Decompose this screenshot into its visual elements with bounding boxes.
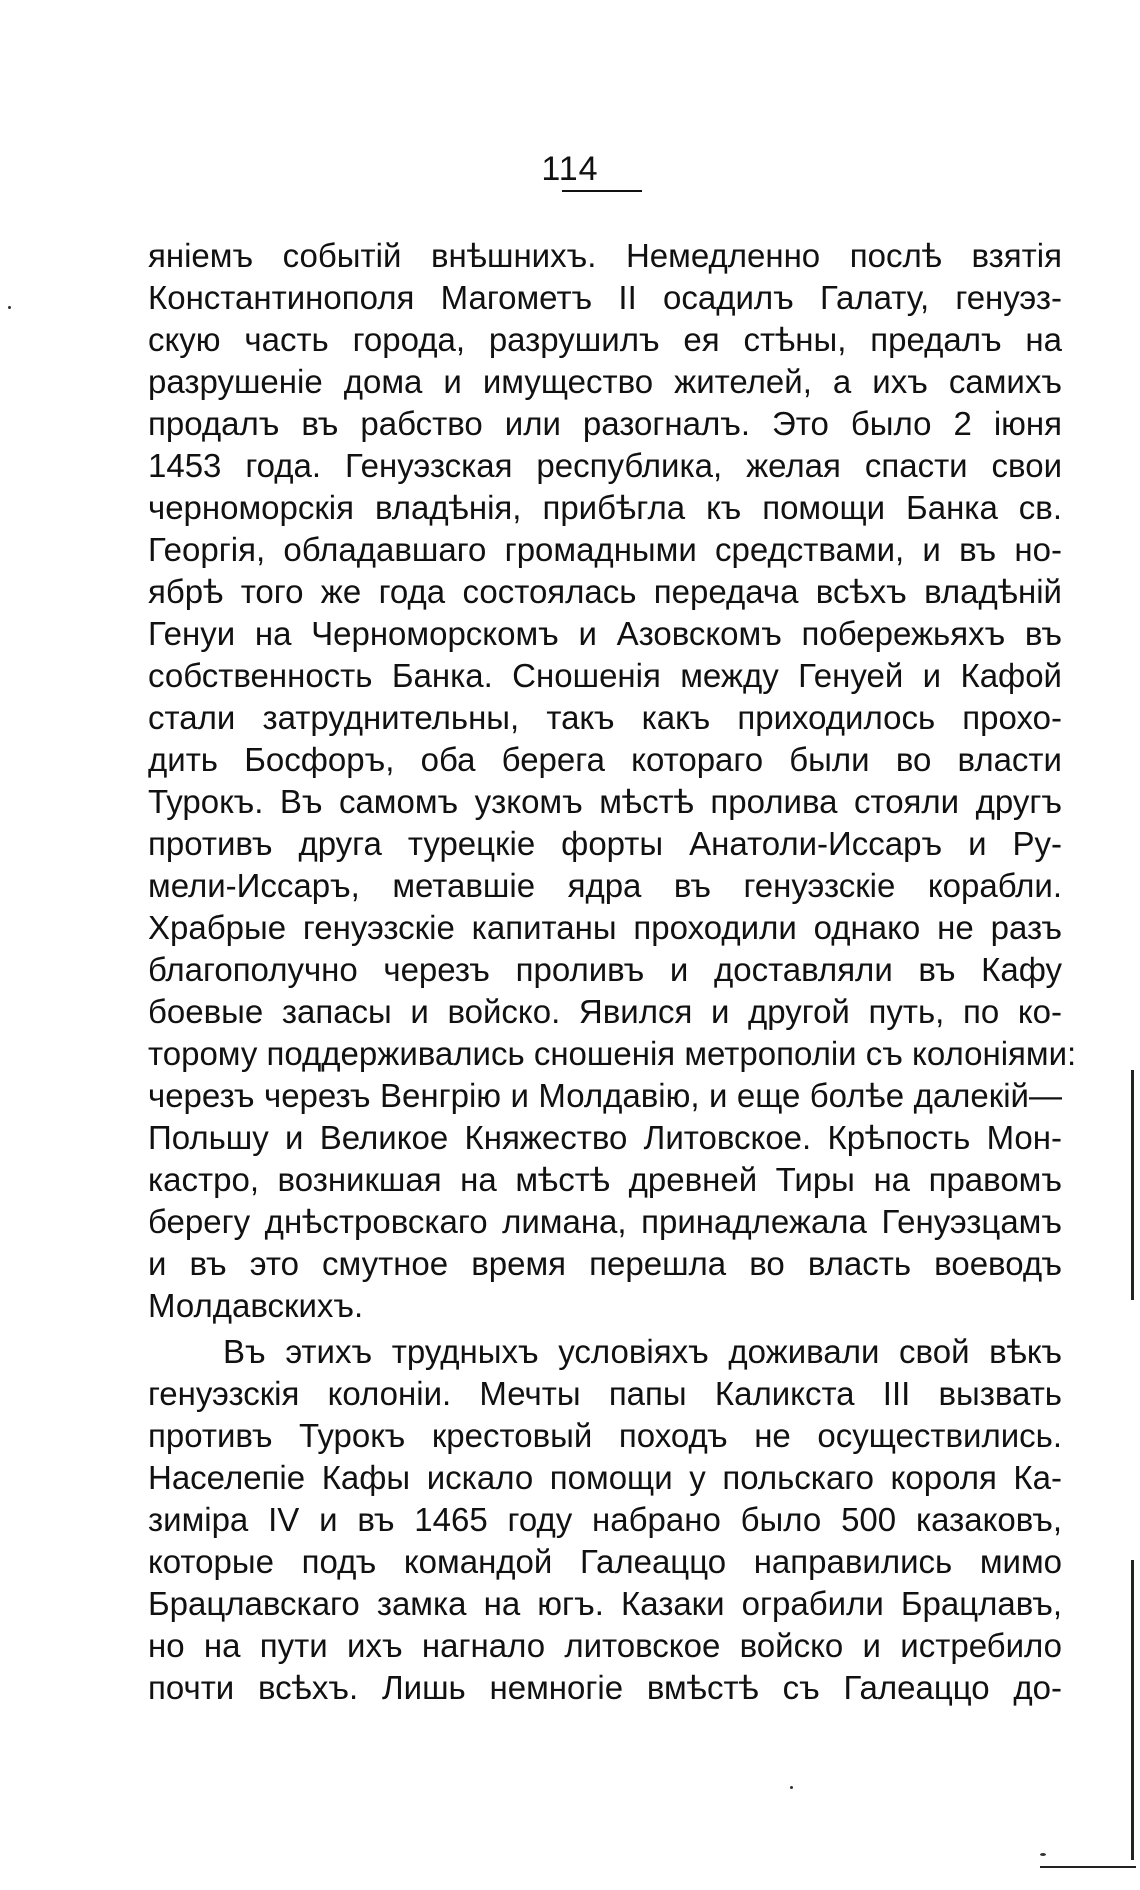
text-line: кастро, возникшая на мѣстѣ древней Тиры на правомъ <box>148 1161 1062 1198</box>
text-line: зиміра IV и въ 1465 году набрано было 500 казаковъ, <box>148 1501 1062 1538</box>
text-line: Польшу и Великое Княжество Литовское. Крѣпость Мон- <box>148 1119 1062 1156</box>
scan-dust-mark <box>1040 1853 1046 1856</box>
text-line: скую часть города, разрушилъ ея стѣны, предалъ на <box>148 321 1062 358</box>
scan-dust-mark <box>8 306 11 309</box>
text-line: Генуи на Черноморскомъ и Азовскомъ побережьяхъ въ <box>148 615 1062 652</box>
text-line: Храбрые генуэзскіе капитаны проходили однако не разъ <box>148 909 1062 946</box>
text-line: стали затруднительны, такъ какъ приходилось прохо- <box>148 699 1062 736</box>
text-line: разрушеніе дома и имущество жителей, а ихъ самихъ <box>148 363 1062 400</box>
text-line: Константинополя Магометъ II осадилъ Галату, генуэз- <box>148 279 1062 316</box>
text-line: которые подъ командой Галеаццо направились мимо <box>148 1543 1062 1580</box>
scan-bottom-mark <box>1040 1866 1136 1868</box>
text-line: черноморскія владѣнія, прибѣгла къ помощи Банка св. <box>148 489 1062 526</box>
text-line: но на пути ихъ нагнало литовское войско и истребило <box>148 1627 1062 1664</box>
text-line: 1453 года. Генуэзская республика, желая спасти свои <box>148 447 1062 484</box>
text-line: берегу днѣстровскаго лимана, принадлежала Генуэзцамъ <box>148 1203 1062 1240</box>
text-line: собственность Банка. Сношенія между Генуей и Кафой <box>148 657 1062 694</box>
paragraph-2 <box>148 1331 1062 1709</box>
text-line: яніемъ событій внѣшнихъ. Немедленно послѣ взятія <box>148 237 1062 274</box>
text-line: Въ этихъ трудныхъ условіяхъ доживали свой вѣкъ <box>223 1333 1062 1370</box>
text-line: благополучно черезъ проливъ и доставляли въ Кафу <box>148 951 1062 988</box>
text-line: Турокъ. Въ самомъ узкомъ мѣстѣ пролива стояли другъ <box>148 783 1062 820</box>
text-line: и въ это смутное время перешла во власть воеводъ <box>148 1245 1062 1282</box>
scan-edge-mark <box>1131 1560 1134 1860</box>
text-line: противъ Турокъ крестовый походъ не осуществились. <box>148 1417 1062 1454</box>
text-line: Населепіе Кафы искало помощи у польскаго короля Ка- <box>148 1459 1062 1496</box>
paragraph-1 <box>148 235 1077 1327</box>
text-line: черезъ черезъ Венгрію и Молдавію, и еще болѣе далекій— <box>148 1077 1062 1114</box>
text-line: дить Босфоръ, оба берега котораго были во власти <box>148 741 1062 778</box>
text-line: почти всѣхъ. Лишь немногіе вмѣстѣ съ Галеаццо до- <box>148 1669 1062 1706</box>
text-line: боевые запасы и войско. Явился и другой путь, по ко- <box>148 993 1062 1030</box>
text-line: Георгія, обладавшаго громадными средствами, и въ но- <box>148 531 1062 568</box>
page-number: 114 <box>541 150 599 188</box>
text-line: противъ друга турецкіе форты Анатоли-Иссаръ и Ру- <box>148 825 1062 862</box>
scan-dust-mark <box>790 1786 793 1789</box>
text-line: Брацлавскаго замка на югъ. Казаки ограбили Брацлавъ, <box>148 1585 1062 1622</box>
scan-edge-mark <box>1131 1070 1134 1300</box>
text-line: продалъ въ рабство или разогналъ. Это было 2 іюня <box>148 405 1062 442</box>
text-line: Молдавскихъ. <box>148 1287 364 1324</box>
text-line: мели-Иссаръ, метавшіе ядра въ генуэзскіе корабли. <box>148 867 1062 904</box>
body-text <box>148 235 1077 1709</box>
text-line: ябрѣ того же года состоялась передача всѣхъ владѣній <box>148 573 1062 610</box>
page-number-underline <box>562 190 642 192</box>
text-line: торому поддерживались сношенія метрополіи съ колоніями: <box>148 1035 1077 1072</box>
text-line: генуэзскія колоніи. Мечты папы Каликста III вызвать <box>148 1375 1062 1412</box>
